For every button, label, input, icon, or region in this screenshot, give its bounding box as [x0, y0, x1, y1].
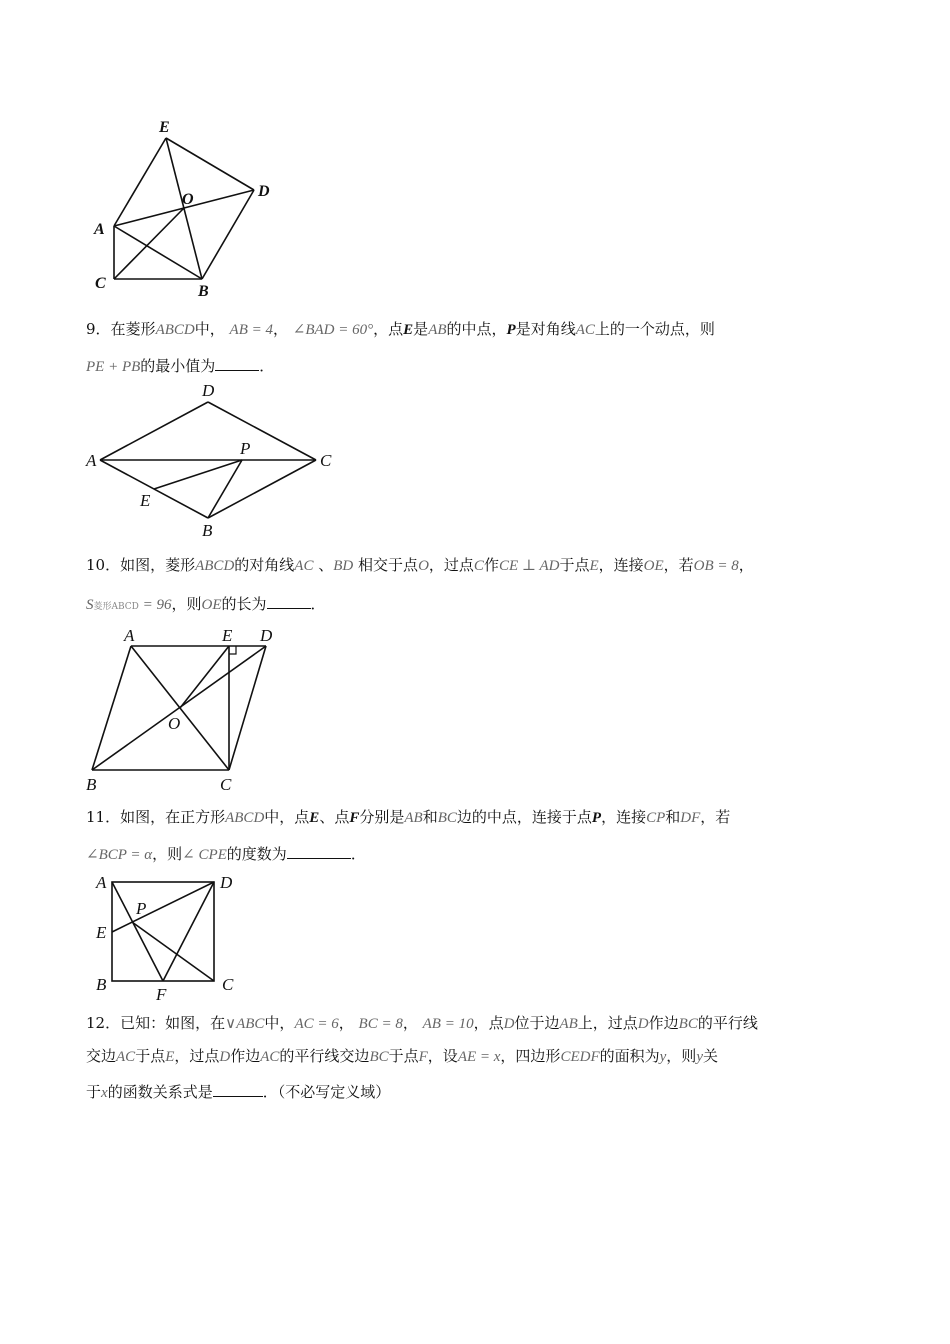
- q11-math: ABCD: [225, 810, 265, 826]
- q11-text: ，若: [700, 808, 731, 826]
- label-p: P: [136, 899, 147, 918]
- q11-math: ∠ CPE: [182, 847, 227, 863]
- answer-blank[interactable]: [215, 356, 259, 371]
- q11-math: CP: [646, 810, 666, 826]
- q10-text: ．: [310, 595, 326, 613]
- q12-text: ，设: [427, 1047, 458, 1065]
- label-b: B: [198, 283, 209, 300]
- q10-math: S: [86, 597, 94, 613]
- q12-math: AE = x: [457, 1049, 501, 1065]
- q10-text: 的长为: [221, 595, 267, 613]
- q12-math: AC: [116, 1049, 136, 1065]
- q12-math: y: [659, 1049, 667, 1065]
- q10-math: BD: [333, 558, 354, 574]
- q12-text: ，: [338, 1014, 354, 1032]
- q9-math: ∠BAD = 60°: [292, 322, 374, 338]
- q11-text: ，则: [152, 845, 183, 863]
- q12-text: 的函数关系式是: [107, 1083, 213, 1101]
- q10-math: O: [418, 558, 429, 574]
- q11-text: 、点: [319, 808, 350, 826]
- q10-math: C: [473, 558, 484, 574]
- answer-blank[interactable]: [213, 1082, 263, 1097]
- q10-text: ，则: [171, 595, 202, 613]
- edge-dc: [208, 402, 316, 460]
- diagonal-bd: [92, 646, 266, 770]
- q10-text: ，连接: [598, 556, 644, 574]
- edge-ae: [114, 138, 166, 226]
- q12-text: 的面积为: [599, 1047, 660, 1065]
- q10-text: ，若: [663, 556, 694, 574]
- q11-text: 边的中点，连接于点: [456, 808, 592, 826]
- q12-math: CEDF: [560, 1049, 600, 1065]
- figure-4-square: [90, 868, 250, 1008]
- segment-pc: [132, 922, 214, 981]
- q12-text: ，四边形: [500, 1047, 561, 1065]
- q9-text: 的中点，: [446, 320, 507, 338]
- q12-text: 交边: [86, 1047, 117, 1065]
- q12-text: ，过点: [174, 1047, 220, 1065]
- q9-text: 的最小值为: [140, 357, 216, 375]
- q12-math: AB = 10: [422, 1016, 474, 1032]
- q10-math: E: [589, 558, 599, 574]
- q9-math: AB: [428, 322, 447, 338]
- q10-math: OB = 8: [693, 558, 739, 574]
- question-number: 12．: [86, 1014, 121, 1032]
- q12-text: 的平行线: [697, 1014, 758, 1032]
- q9-math: AB = 4: [229, 322, 273, 338]
- q12-text: 位于边: [514, 1014, 560, 1032]
- segment-co: [114, 208, 184, 279]
- q12-text: 于: [86, 1083, 102, 1101]
- q11-math: AB: [404, 810, 423, 826]
- label-o: O: [182, 191, 194, 208]
- q11-text: 中，点: [264, 808, 310, 826]
- edge-db: [202, 190, 254, 279]
- label-d: D: [220, 873, 233, 892]
- label-e: E: [96, 923, 107, 942]
- q9-text: ，: [272, 320, 288, 338]
- q12-text: 中，: [264, 1014, 295, 1032]
- q9-text: 中，: [194, 320, 225, 338]
- answer-blank[interactable]: [267, 594, 311, 609]
- q11-text: ．: [350, 845, 366, 863]
- label-e: E: [159, 119, 170, 136]
- q10-math: = 96: [138, 597, 172, 613]
- q9-math: AC: [575, 322, 595, 338]
- label-b: B: [202, 521, 213, 540]
- q10-text: 、: [318, 556, 334, 574]
- q10-text: ，过点: [428, 556, 474, 574]
- label-a: A: [124, 626, 135, 645]
- q9-text: 是: [413, 320, 429, 338]
- q12-text: 作边: [230, 1047, 261, 1065]
- q10-math: OE: [643, 558, 664, 574]
- q10-math: CE ⊥ AD: [498, 558, 560, 574]
- segment-af: [112, 882, 163, 981]
- q12-math: E: [165, 1049, 175, 1065]
- q11-point: E: [309, 810, 320, 826]
- q12-math: ∨ABC: [225, 1016, 265, 1032]
- q11-point: P: [591, 810, 602, 826]
- q11-text: ，连接: [601, 808, 647, 826]
- q12-text: 作边: [648, 1014, 679, 1032]
- q11-text: 和: [422, 808, 438, 826]
- label-c: C: [95, 275, 106, 292]
- q12-math: F: [418, 1049, 428, 1065]
- q10-math: ABCD: [195, 558, 235, 574]
- q12-math: AC: [260, 1049, 280, 1065]
- q11-text: 如图，在正方形: [120, 808, 226, 826]
- label-c: C: [222, 975, 234, 994]
- q9-text: ．: [259, 357, 275, 375]
- q12-text: 关: [702, 1047, 718, 1065]
- q9-math: PE + PB: [86, 359, 141, 375]
- q10-text: 如图，菱形: [120, 556, 196, 574]
- q9-text: ，点: [373, 320, 404, 338]
- q12-math: x: [101, 1085, 108, 1101]
- question-number: 11．: [86, 808, 121, 826]
- label-a: A: [94, 221, 105, 238]
- q12-math: D: [503, 1016, 515, 1032]
- q11-text: 分别是: [359, 808, 405, 826]
- question-number: 10．: [86, 556, 121, 574]
- q12-math: D: [219, 1049, 231, 1065]
- segment-ed: [112, 882, 214, 932]
- q12-math: y: [696, 1049, 703, 1065]
- q9-point: E: [403, 322, 414, 338]
- segment-fd: [163, 882, 214, 981]
- q10-text: ，: [738, 556, 754, 574]
- edge-dc: [229, 646, 266, 770]
- label-d: D: [258, 183, 270, 200]
- figure-3-rhombus: [84, 624, 294, 799]
- label-a: A: [86, 451, 97, 470]
- figure-1-quadrilateral: [88, 112, 288, 302]
- q9-point: P: [506, 322, 516, 338]
- edge-ed: [166, 138, 254, 190]
- q11-point: F: [349, 810, 360, 826]
- answer-blank[interactable]: [287, 844, 351, 859]
- q10-text: 相交于点: [358, 556, 419, 574]
- label-a: A: [96, 873, 107, 892]
- label-b: B: [96, 975, 107, 994]
- q12-math: BC = 8: [358, 1016, 403, 1032]
- q10-text: 作: [483, 556, 499, 574]
- label-c: C: [320, 451, 332, 470]
- question-number: 9．: [86, 320, 111, 338]
- label-f: F: [156, 985, 167, 1004]
- q10-math: AC: [294, 558, 314, 574]
- label-c: C: [220, 775, 232, 794]
- q12-text: 于点: [388, 1047, 419, 1065]
- q11-text: 的度数为: [226, 845, 287, 863]
- q10-subscript: 菱形ABCD: [93, 602, 139, 612]
- q12-math: BC: [678, 1016, 698, 1032]
- edge-ad: [100, 402, 208, 460]
- q12-text: 的平行线交边: [279, 1047, 370, 1065]
- label-b: B: [86, 775, 97, 794]
- q9-text: 上的一个动点，则: [594, 320, 715, 338]
- q11-text: 和: [665, 808, 681, 826]
- q9-math: ABCD: [155, 322, 195, 338]
- label-d: D: [202, 381, 215, 400]
- q12-text: ．（不必写定义域）: [262, 1083, 391, 1101]
- label-e: E: [140, 491, 151, 510]
- q12-text: 已知：如图，在: [120, 1014, 226, 1032]
- q12-text: 于点: [135, 1047, 166, 1065]
- segment-ep: [154, 460, 242, 489]
- q12-text: ，: [402, 1014, 418, 1032]
- edge-ba: [92, 646, 131, 770]
- figure-2-rhombus: [84, 380, 344, 540]
- q11-math: BC: [437, 810, 457, 826]
- q12-text: ，则: [666, 1047, 697, 1065]
- label-e: E: [222, 626, 233, 645]
- q10-math: OE: [201, 597, 222, 613]
- label-p: P: [240, 439, 251, 458]
- q11-math: DF: [680, 810, 701, 826]
- label-o: O: [168, 714, 181, 733]
- square-abcd: [112, 882, 214, 981]
- q12-math: AB: [559, 1016, 578, 1032]
- q12-text: ，点: [473, 1014, 504, 1032]
- q10-text: 于点: [559, 556, 590, 574]
- label-d: D: [260, 626, 273, 645]
- q9-text: 在菱形: [110, 320, 156, 338]
- right-angle-mark: [229, 646, 236, 654]
- q9-text: 是对角线: [515, 320, 576, 338]
- q12-math: BC: [369, 1049, 389, 1065]
- q12-math: D: [637, 1016, 649, 1032]
- q12-math: AC = 6: [294, 1016, 339, 1032]
- q11-math: ∠BCP = α: [86, 847, 153, 863]
- q10-text: 的对角线: [234, 556, 295, 574]
- q12-text: 上，过点: [577, 1014, 638, 1032]
